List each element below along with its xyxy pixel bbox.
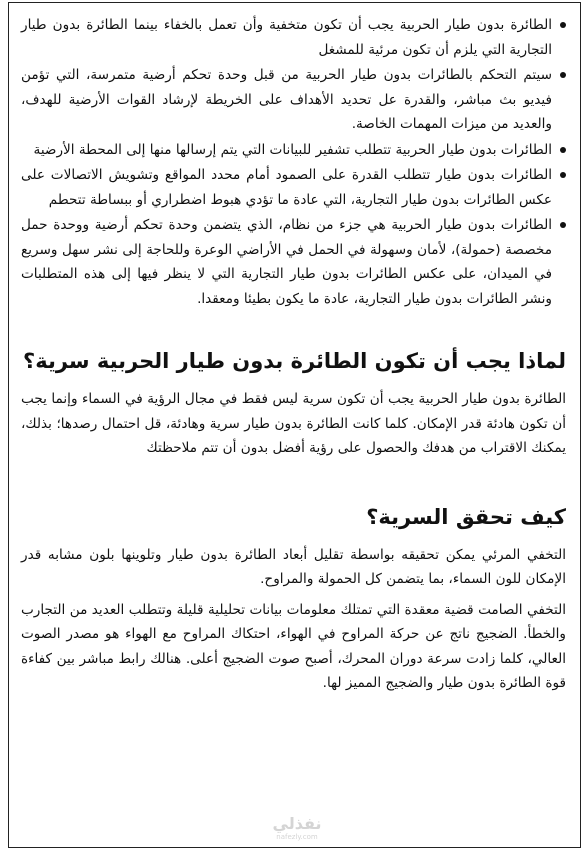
watermark-logo [267,815,327,841]
list-item [21,63,566,137]
bullet-text: الطائرات بدون طيار تتطلب القدرة على الصمود أمام محدد المواقع وتشويش الاتصالات على عكس الطائرات بدون طيار التجارية، التي عادة ما تؤدي هبوط اضطراري أو ببساطة تتحطم [21,167,552,208]
section-heading-secrecy: لماذا يجب أن تكون الطائرة بدون طيار الحربية سرية؟ [23,349,566,373]
section-heading-how-to-achieve: كيف تحقق السرية؟ [366,504,566,529]
section-paragraph-visual-stealth: التخفي المرئي يمكن تحقيقه بواسطة تقليل أبعاد الطائرة بدون طيار وتلوينها بلون مشابه قدر الإمكان للون السماء، بما يتضمن كل الحمولة والمراوح. [21,546,566,587]
bullet-dot-icon [560,222,566,228]
bullet-text: الطائرة بدون طيار الحربية يجب أن تكون متخفية وأن تعمل بالخفاء بينما الطائرة بدون طيار التجارية التي يلزم أن تكون مرئية للمشغل [21,17,552,58]
bullet-dot-icon [560,72,566,78]
bullet-dot-icon [560,147,566,153]
list-item [21,138,566,163]
bullet-text: الطائرات بدون طيار الحربية تتطلب تشفير للبيانات التي يتم إرسالها منها إلى المحطة الأرضية [33,141,552,158]
section-paragraph-acoustic-stealth: التخفي الصامت قضية معقدة التي تمتلك معلومات بيانات تحليلية قليلة وتتطلب العديد من التجارب والخطأ. الضجيج ناتج عن حركة المراوح في الهواء، احتكاك المراوح مع الهواء هو مصدر الصوت العالي، كلما زادت سرعة دوران المحرك، أصبح صوت الضجيج أعلى. هنالك رابط مباشر بين كفاءة قوة الطائرة بدون طيار والضجيج المميز لها. [21,601,566,691]
section-paragraph-secrecy: الطائرة بدون طيار الحربية يجب أن تكون سرية ليس فقط في مجال الرؤية في السماء وإنما يجب أن تكون هادئة قدر الإمكان. كلما كانت الطائرة بدون طيار سرية وهادئة، قل احتمال رصدها؛ بذلك، يمكنك الاقتراب من هدفك والحصول على رؤية أفضل بدون أن تتم ملاحظتك [21,391,566,456]
bullet-dot-icon [560,172,566,178]
list-item [21,163,566,212]
document-page [8,2,581,848]
bullet-dot-icon [560,22,566,28]
bullet-text: الطائرات بدون طيار الحربية هي جزء من نظام، الذي يتضمن وحدة تحكم أرضية ووحدة حمل مخصصة (حمولة)، لأمان وسهولة في الحمل في الأراضي الوعرة وللحاجة إلى نشر سهل وسريع في الميدان، على عكس الطائرات بدون طيار التجارية التي لا ينظر فيها إلى هذه المتطلبات ونشر الطائرات بدون طيار التجارية، عادة ما يكون بطيئا ومعقدا. [21,217,552,307]
list-item [21,213,566,311]
list-item [21,13,566,62]
watermark-subtext: nafezly.com [276,833,318,841]
bullet-list [9,3,580,311]
bullet-text: سيتم التحكم بالطائرات بدون طيار الحربية من قبل وحدة تحكم أرضية متمرسة، التي تؤمن فيديو بث مباشر، والقدرة عل تحديد الأهداف على الخريطة لإرشاد القوات الأرضية للهدف، والعديد من ميزات المهمات الخاصة. [21,67,552,132]
watermark-text: نفذلي [272,814,322,833]
